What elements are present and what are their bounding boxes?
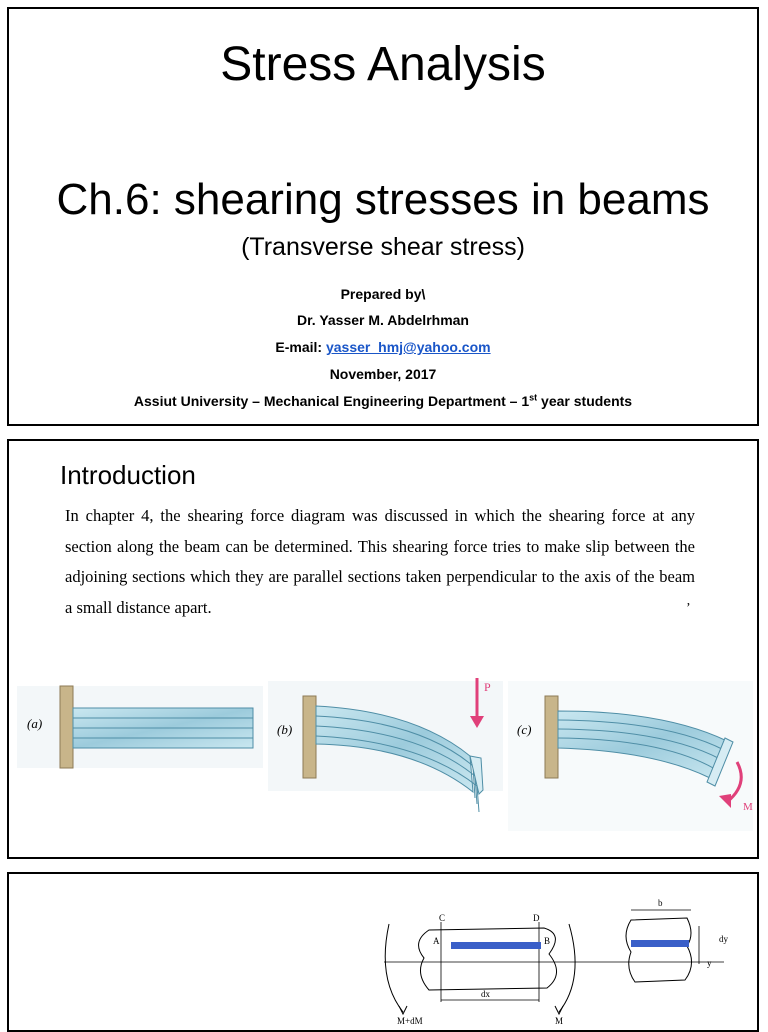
label-b: (b) xyxy=(277,722,293,737)
label-C: C xyxy=(439,913,446,923)
label-c: (c) xyxy=(517,722,532,737)
chapter-subtitle: (Transverse shear stress) xyxy=(241,233,525,261)
cross-section-outline xyxy=(626,918,692,982)
label-A: A xyxy=(433,936,440,946)
email-line xyxy=(9,338,757,356)
email-label: E-mail: xyxy=(275,339,326,355)
label-a: (a) xyxy=(27,716,43,731)
wall-a xyxy=(60,686,73,768)
section-heading: Introduction xyxy=(60,460,196,490)
affiliation-line xyxy=(9,392,757,410)
intro-paragraph: In chapter 4, the shearing force diagram was discussed in which the shearing force at any section along the beam can be determined. This shearing force tries to make slip between the adjoining sections which they are parallel sections taken perpendicular to the axis of the beam a small distance apart. xyxy=(65,506,695,617)
label-dx: dx xyxy=(481,989,490,999)
email-link[interactable]: yasser_hmj@yahoo.com xyxy=(325,339,491,355)
label-b: b xyxy=(658,898,663,908)
label-y: y xyxy=(707,958,712,968)
date-line: November, 2017 xyxy=(329,366,437,382)
chapter-title: Ch.6: shearing stresses in beams xyxy=(56,175,710,224)
slide-title: Stress Analysis xyxy=(220,38,546,91)
stray-mark: ’ xyxy=(686,601,691,616)
introduction-slide xyxy=(7,439,759,859)
moment-label: M xyxy=(743,801,753,813)
label-B: B xyxy=(544,936,551,946)
affiliation-ordinal: st xyxy=(529,392,538,403)
label-M: M xyxy=(555,1016,564,1024)
author-name: Dr. Yasser M. Abdelrhman xyxy=(297,312,469,328)
beam-bending-figure xyxy=(15,666,755,836)
prepared-by-label: Prepared by\ xyxy=(340,286,426,302)
moment-arc-right xyxy=(559,924,575,1012)
title-slide xyxy=(7,7,759,426)
wall-c xyxy=(545,696,558,778)
label-D: D xyxy=(533,913,540,923)
beam-element-figure xyxy=(369,884,754,1024)
moment-arc-left xyxy=(385,924,403,1012)
label-M-plus-dM: M+dM xyxy=(397,1016,423,1024)
affiliation-text: Assiut University – Mechanical Engineering Department – 1 xyxy=(133,393,530,409)
load-label: P xyxy=(484,680,491,694)
label-dy: dy xyxy=(719,934,728,944)
beam-element-slide xyxy=(7,872,759,1032)
shear-strip xyxy=(451,942,541,949)
cross-section-strip xyxy=(631,940,689,947)
straight-beam xyxy=(73,708,253,748)
affiliation-text-end: year students xyxy=(537,393,633,409)
wall-b xyxy=(303,696,316,778)
